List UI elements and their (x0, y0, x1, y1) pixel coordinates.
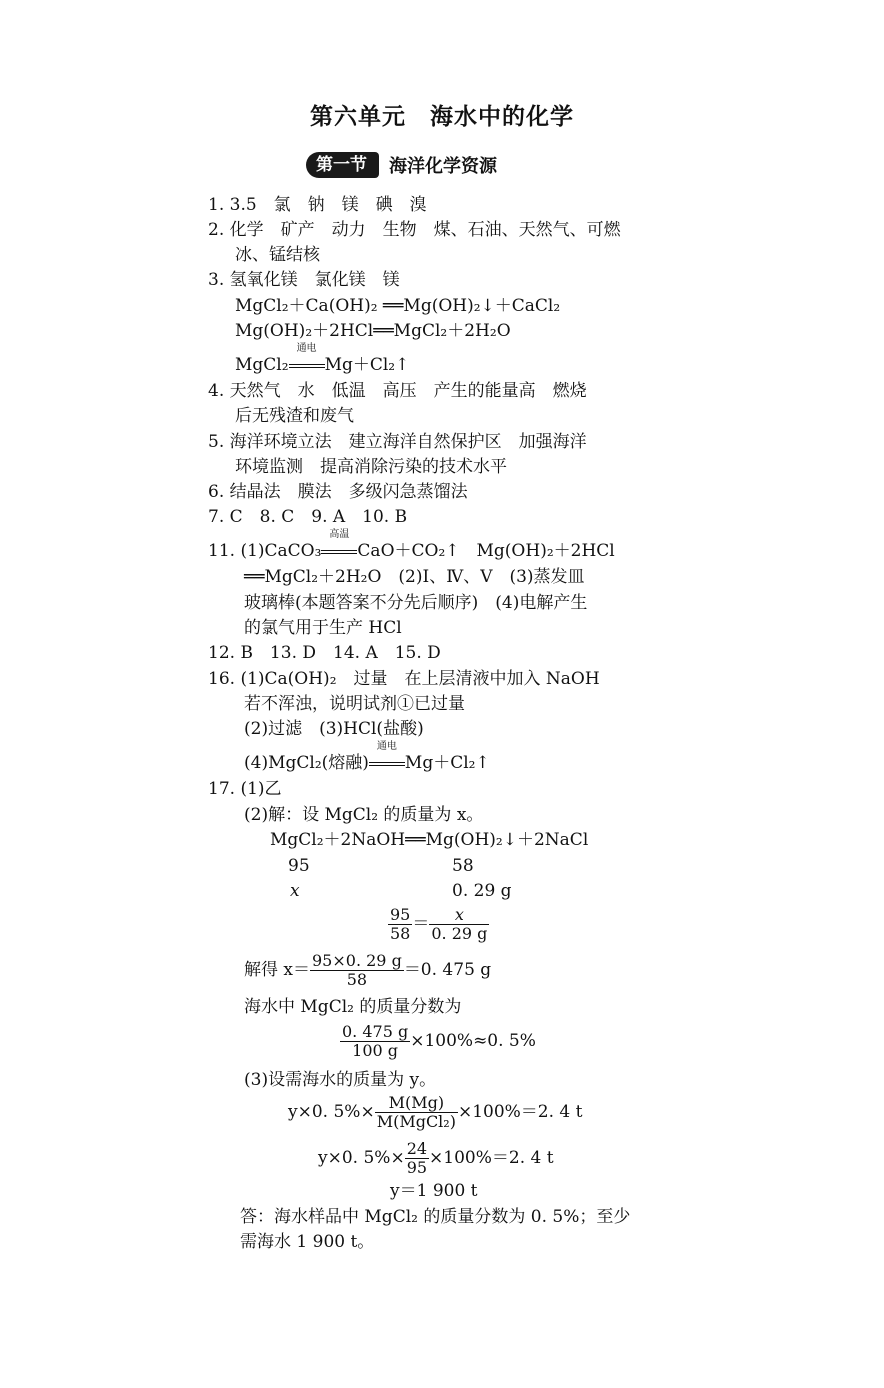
ratio-fraction-1: $\frac{95}{58}$ (390, 905, 411, 943)
answer-11-line4: 的氯气用于生产 HCl (244, 618, 402, 638)
answer-1: 1. 3.5 氯 钠 镁 碘 溴 (208, 195, 427, 215)
a11-right: CaO＋CO₂↑ Mg(OH)₂＋2HCl (357, 541, 615, 561)
molar-fraction: $\frac{M(Mg)}{\text{M(MgCl₂)}}$ (376, 1093, 456, 1131)
final-answer-line1: 答：海水样品中 MgCl₂ 的质量分数为 0. 5%；至少 (240, 1207, 631, 1227)
eq3-right: Mg＋Cl₂↑ (324, 355, 410, 375)
answer-17-part3: (3)设需海水的质量为 y。 (244, 1070, 437, 1090)
unknown-x: x (290, 881, 300, 901)
value-fraction: $\frac{24}{95}$ (406, 1139, 428, 1177)
answer-16-line4 (244, 741, 490, 773)
answer-3-equation-1: MgCl₂＋Ca(OH)₂ ══Mg(OH)₂↓＋CaCl₂ (235, 296, 561, 316)
ratio-fraction-2: $\frac{x}{0. 29 g}$ (431, 905, 488, 943)
answer-17-line2: (2)解：设 MgCl₂ 的质量为 x。 (244, 805, 484, 825)
percent-fraction: $\frac{0. 475 g}{100 g}$ (342, 1022, 409, 1060)
final-answer-line2: 需海水 1 900 t。 (240, 1232, 375, 1252)
molar-mass-95: 95 (288, 856, 310, 876)
answer-11-line3: 玻璃棒(本题答案不分先后顺序) (4)电解产生 (244, 593, 588, 613)
answer-5-line2: 环境监测 提高消除污染的技术水平 (235, 457, 507, 477)
equals-bar (321, 550, 357, 554)
condition-equals (289, 343, 325, 375)
condition-equals (369, 741, 405, 773)
answer-2-line1: 2. 化学 矿产 动力 生物 煤、石油、天然气、可燃 (208, 220, 621, 240)
answer-3-line1: 3. 氢氧化镁 氯化镁 镁 (208, 270, 400, 290)
answer-3-equation-3 (235, 343, 410, 375)
answer-6: 6. 结晶法 膜法 多级闪急蒸馏法 (208, 482, 468, 502)
answer-2-line2: 冰、锰结核 (235, 245, 320, 265)
answer-4-line1: 4. 天然气 水 低温 高压 产生的能量高 燃烧 (208, 381, 587, 401)
answer-3-equation-2: Mg(OH)₂＋2HCl══MgCl₂＋2H₂O (235, 321, 511, 341)
y-equation-1: y×0. 5%× $\frac{M(Mg)}{\text{M(MgCl₂)}}$ ×100%＝2. 4 t (288, 1093, 583, 1131)
answer-17-line1: 17. (1)乙 (208, 779, 282, 799)
condition-label: 高温 (329, 529, 350, 540)
solve-fraction: $\frac{95\times 0. 29 g}{58}$ (312, 951, 402, 989)
answer-12-15: 12. B 13. D 14. A 15. D (208, 643, 441, 663)
answer-16-line2: 若不浑浊，说明试剂①已过量 (244, 694, 465, 714)
ratio-equation: $\frac{95}{58}$ ＝ $\frac{x}{0. 29 g}$ (390, 905, 488, 943)
answer-11-line2: ══MgCl₂＋2H₂O (2)Ⅰ、Ⅳ、Ⅴ (3)蒸发皿 (244, 567, 585, 587)
y-result: y＝1 900 t (390, 1181, 478, 1201)
fraction-label: 海水中 MgCl₂ 的质量分数为 (244, 997, 462, 1017)
percent-calc: $\frac{0. 475 g}{100 g}$ ×100%≈0. 5% (342, 1022, 536, 1060)
answer-7-10: 7. C 8. C 9. A 10. B (208, 507, 408, 527)
answer-16-line1: 16. (1)Ca(OH)₂ 过量 在上层清液中加入 NaOH (208, 669, 600, 689)
equals-bar (369, 762, 405, 766)
eq3-left: MgCl₂ (235, 355, 289, 375)
page-title: 第六单元 海水中的化学 (310, 104, 574, 130)
answer-17-equation: MgCl₂＋2NaOH══Mg(OH)₂↓＋2NaCl (270, 830, 589, 850)
answer-4-line2: 后无残渣和废气 (235, 406, 354, 426)
section-header (306, 151, 497, 179)
section-badge: 第一节 (306, 152, 379, 178)
a16-right: Mg＋Cl₂↑ (404, 753, 490, 773)
condition-label: 通电 (376, 741, 397, 752)
equals-bar (289, 364, 325, 368)
a11-left: 11. (1)CaCO₃ (208, 541, 322, 561)
condition-label: 通电 (296, 343, 317, 354)
answer-5-line1: 5. 海洋环境立法 建立海洋自然保护区 加强海洋 (208, 432, 587, 452)
section-title: 海洋化学资源 (389, 156, 497, 177)
answer-11-line1 (208, 529, 615, 561)
condition-equals (321, 529, 357, 561)
molar-mass-58: 58 (452, 856, 474, 876)
solve-x: 解得 x＝ $\frac{95\times 0. 29 g}{58}$ ＝0. 475 g (244, 951, 492, 989)
y-equation-2: y×0. 5%× $\frac{24}{95}$ ×100%＝2. 4 t (318, 1139, 554, 1177)
a16-left: (4)MgCl₂(熔融) (244, 753, 369, 773)
answer-16-line3: (2)过滤 (3)HCl(盐酸) (244, 719, 424, 739)
mass-029g: 0. 29 g (452, 881, 512, 901)
